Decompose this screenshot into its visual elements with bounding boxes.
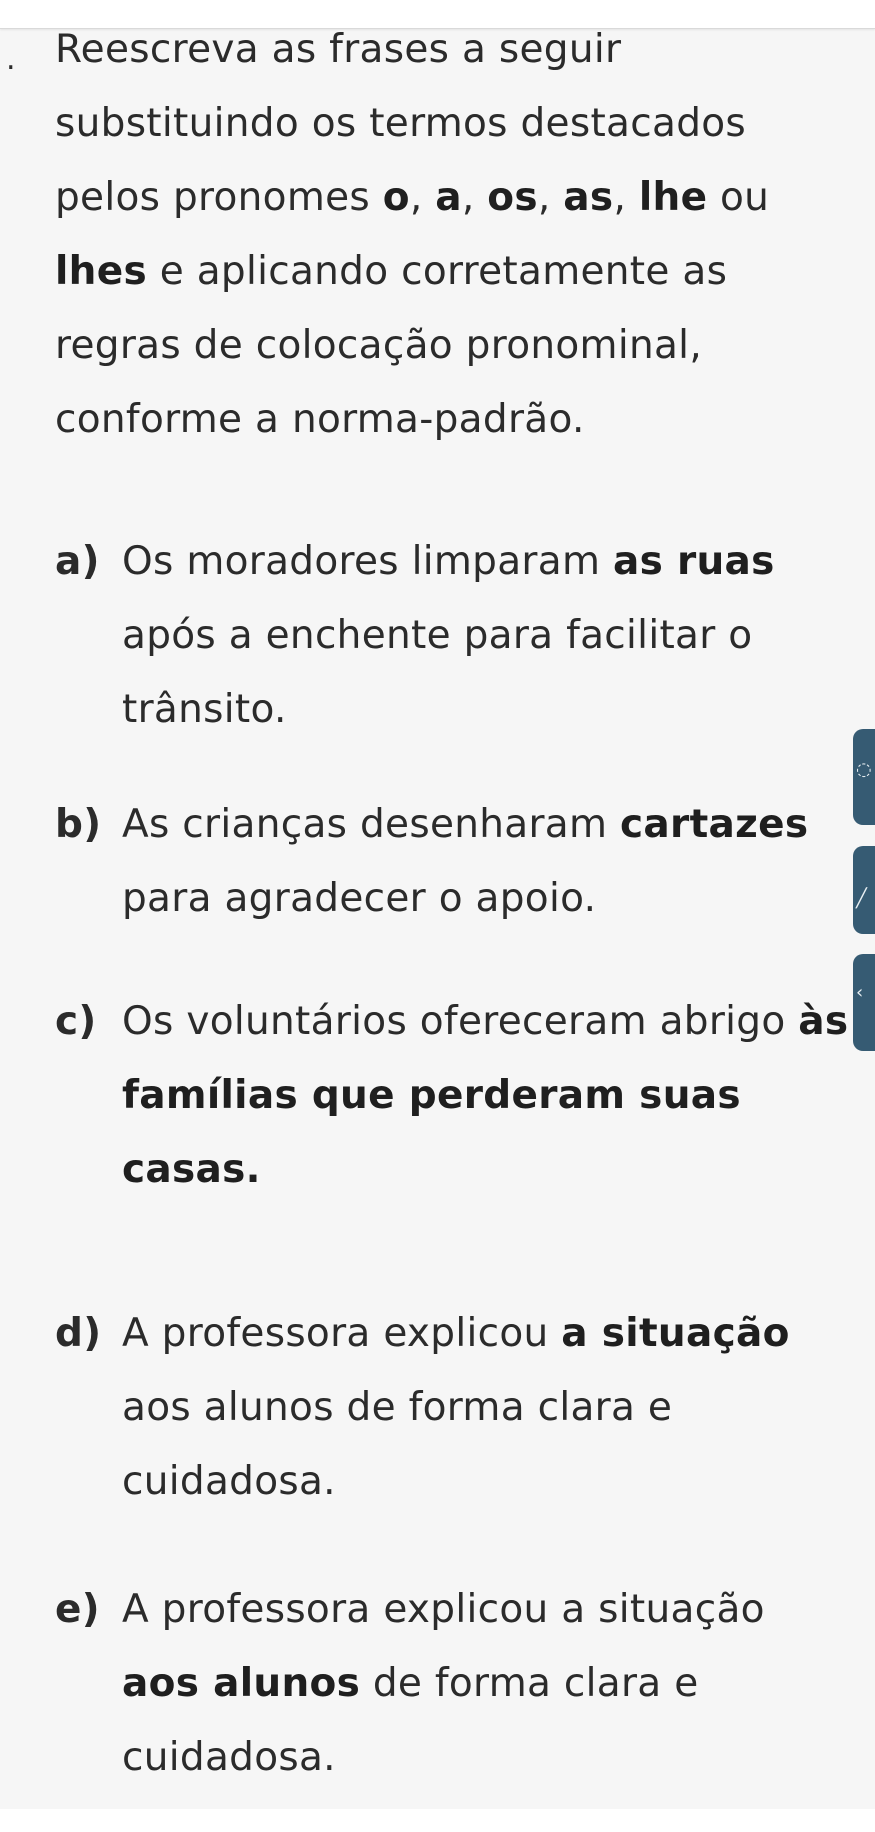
highlighted-term: as ruas (612, 539, 775, 584)
exercise-item-a (55, 525, 855, 747)
exercise-item-c (55, 985, 855, 1207)
instruction-text: Reescreva as frases a seguir substituindo os termos destacados pelos pronomes o, a, os, as, lhe ou lhes e aplicando corretamente as regras de colocação pronominal, conforme a norma-padrão. (55, 29, 770, 442)
item-sentence: A professora explicou a situação aos alunos de forma clara e cuidadosa. (122, 1311, 790, 1504)
pronoun-as: as (563, 175, 614, 220)
chat-bubble-icon: ◌ (856, 759, 872, 780)
item-letter: e) (55, 1587, 100, 1632)
highlighted-term: a situação (561, 1311, 790, 1356)
exercise-item-e (55, 1573, 855, 1795)
brush-icon: ╱ (856, 888, 867, 909)
item-sentence: As crianças desenharam cartazes para agradecer o apoio. (122, 802, 809, 921)
pronoun-lhes: lhes (55, 249, 147, 294)
item-letter: c) (55, 999, 97, 1044)
exercise-page (0, 29, 875, 1809)
pronoun-lhe: lhe (638, 175, 708, 220)
highlighted-term: aos alunos (122, 1661, 361, 1706)
chevron-left-icon: ‹ (856, 982, 864, 1003)
item-sentence: Os moradores limparam as ruas após a enchente para facilitar o trânsito. (122, 539, 775, 732)
highlighted-term: às famílias que perderam suas casas. (122, 999, 849, 1192)
pronoun-o: o (382, 175, 410, 220)
exercise-item-d (55, 1297, 855, 1519)
item-sentence: A professora explicou a situação aos alunos de forma clara e cuidadosa. (122, 1587, 765, 1780)
list-bullet: . (6, 42, 16, 77)
instruction-part-1: Reescreva as frases a seguir substituindo os termos destacados pelos pronomes (55, 29, 747, 220)
pronoun-a: a (435, 175, 462, 220)
pronoun-os: os (487, 175, 538, 220)
item-letter: b) (55, 802, 102, 847)
side-tab-tools[interactable] (853, 846, 875, 934)
top-bar (0, 0, 875, 29)
item-letter: d) (55, 1311, 102, 1356)
instruction-part-2: e aplicando corretamente as regras de colocação pronominal, conforme a norma-padrão. (55, 249, 728, 442)
bottom-strip (0, 1809, 875, 1832)
item-sentence: Os voluntários ofereceram abrigo às famílias que perderam suas casas. (122, 999, 849, 1192)
highlighted-term: cartazes (620, 802, 809, 847)
exercise-item-b (55, 788, 855, 936)
item-letter: a) (55, 539, 100, 584)
side-tab-collapse[interactable] (853, 954, 875, 1051)
side-tab-comments[interactable] (853, 729, 875, 825)
